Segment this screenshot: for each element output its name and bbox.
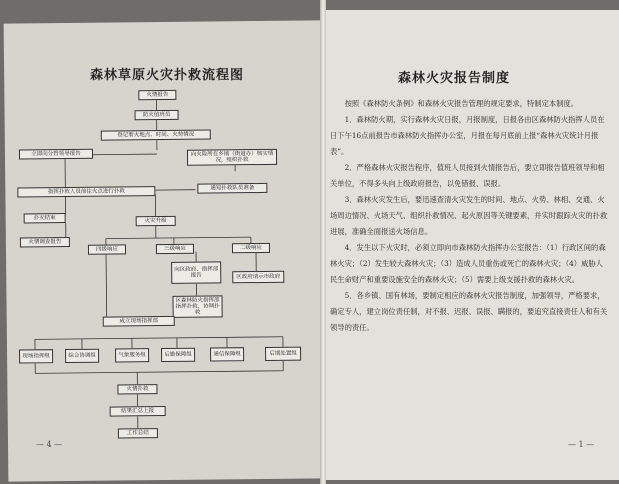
flow-command-rescue: 区森林防火指挥部指挥扑救，协调扑救 — [172, 295, 222, 318]
paragraph-5: 5．各乡镇、国有林场，要制定相应的森林火灾报告制度，加强领导，严格要求，确定专人，建立岗位责任制，对不报、迟报、误报、瞒报的，要追究直接责任人和有关领导的责任。 — [330, 291, 608, 332]
flow-notify-team: 通知扑救队员准备 — [197, 183, 267, 194]
left-page — [4, 20, 327, 481]
group-communications: 通信保障组 — [210, 347, 244, 361]
group-weather: 气象服务组 — [115, 348, 149, 362]
paragraph-3: 3．森林火灾发生后，要迅速查清火灾发生的时间、地点、火势、林相、交通、火场周边情况、火场天气、组织扑救情况、起火原因等关键要素，并实时跟踪火灾的扑救进展，准确全面报送火场信息。 — [330, 195, 608, 236]
flow-request-city: 区政府请示市政府 — [232, 271, 284, 284]
flow-work-summary: 工作总结 — [118, 428, 158, 438]
flow-field-command: 成立现场指挥部 — [103, 316, 175, 327]
document-body — [330, 96, 610, 336]
paragraph-1: 1．森林防火期，实行森林火灾日报，月报制度，日报各由区森林防火指挥人员在日下午16点前报告市森林防火指挥办公室，月报在每月底前上报“森林火灾统计月报表”。 — [330, 115, 605, 156]
flow-report-leader: 立即向分管领导报告 — [19, 149, 93, 160]
flow-dispatch-fighters: 指挥扑救人员前往火点进行扑救 — [17, 186, 155, 197]
flow-level3-response: 三级响应 — [156, 244, 194, 254]
flow-results-summary: 结果汇总上报 — [110, 406, 166, 417]
flow-investigation-report: 火情调查报告 — [20, 237, 70, 248]
group-field-command: 现场指挥组 — [19, 349, 53, 363]
flow-level2-response: 二级响应 — [232, 243, 270, 253]
group-coordination: 综合协调组 — [65, 349, 99, 363]
paragraph-2: 2．严格森林火灾报告程序，值班人员接到火情报告后，要立即报告值班领导和相关单位，不得多头向上级政府报告，以免错报、误报。 — [330, 163, 605, 188]
document-title: 森林火灾报告制度 — [398, 71, 511, 86]
flow-fire-fighting: 火情扑救 — [117, 384, 157, 394]
flow-extinguished: 扑灭结束 — [24, 213, 66, 223]
group-aftermath: 后期处置组 — [265, 347, 301, 361]
left-page-number: — 4 — — [36, 440, 63, 449]
flow-report-district: 向区政府、指挥部报告 — [171, 261, 221, 284]
flow-record-details: 登记着火地点、时间、火势情况 — [101, 130, 211, 141]
flow-level4-response: 四级响应 — [88, 244, 126, 254]
flow-fire-report: 火情报告 — [138, 90, 176, 100]
flowchart-title: 森林草原火灾扑救流程图 — [90, 68, 245, 83]
paragraph-4: 4．发生以下火灾时，必须立即向市森林防火指挥办公室报告：（1）行政区间的森林火灾；（2）发生较大森林火灾；（3）造成人员重伤或死亡的森林火灾；（4）威胁人民生命财产和重要设施安全的森林火灾；（5）需要上级支援扑救的森林火灾。 — [330, 243, 606, 284]
flow-duty-officer: 防火值班员 — [135, 110, 179, 120]
paragraph-intro: 按照《森林防火条例》和森林火灾报告管理的规定要求，特制定本制度。 — [344, 99, 579, 108]
right-page-number: — 1 — — [568, 440, 595, 449]
group-logistics: 后勤保障组 — [161, 348, 195, 362]
page-fold — [320, 0, 326, 484]
flow-verify-organize: 向火险所在乡镇（街道办）核实情况，组织扑救 — [187, 149, 277, 166]
flow-escalation: 火灾升级 — [136, 216, 176, 226]
